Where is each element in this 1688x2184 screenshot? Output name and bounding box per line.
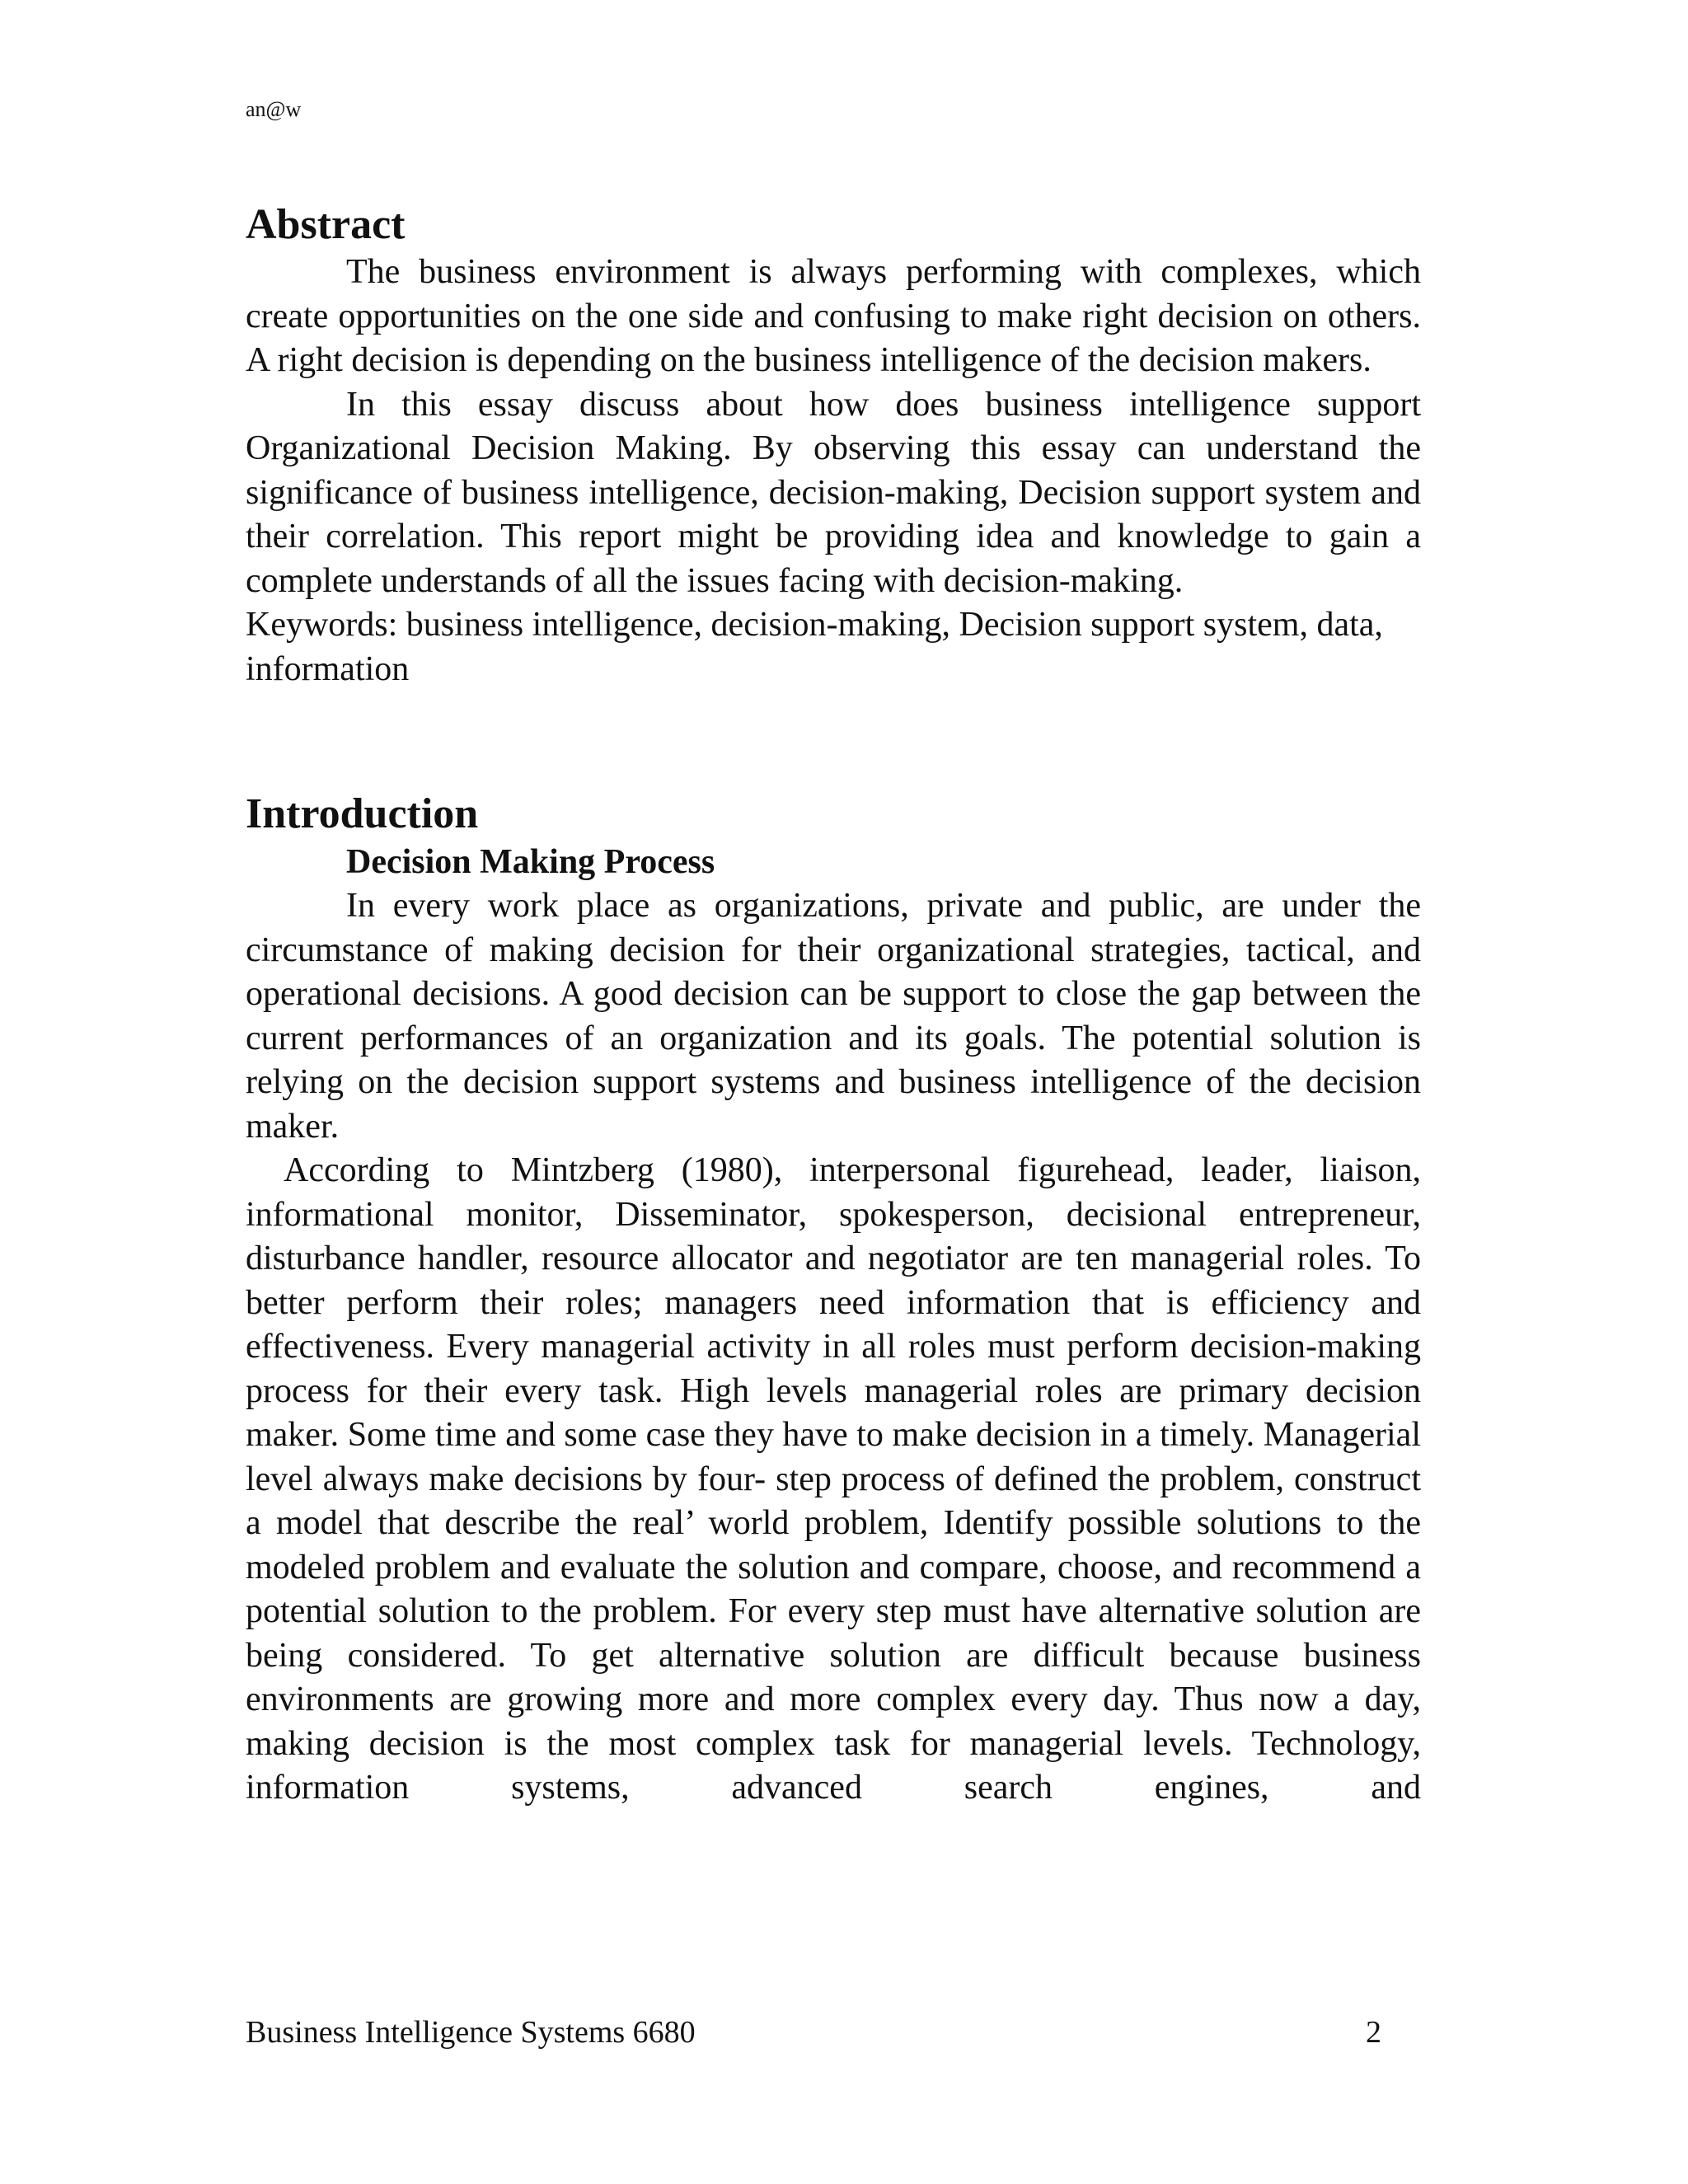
header-note: an@w: [246, 97, 302, 121]
abstract-paragraph-2: In this essay discuss about how does business intelligence support Organizational Decision Making. By observing this essay can understand the significance of business intelligence, decision-making, Decision support system and their correlation. This report might be providing idea and knowledge to gain a complete understands of all the issues facing with decision-making.: [246, 385, 1421, 600]
page-footer: [246, 2013, 1381, 2051]
introduction-section: [246, 789, 1421, 1811]
introduction-paragraph-2: According to Mintzberg (1980), interpersonal figurehead, leader, liaison, informational monitor, Disseminator, spokesperson, decisional entrepreneur, disturbance handler, resource allocator and negotiator are ten managerial roles. To better perform their roles; managers need information that is efficiency and effectiveness. Every managerial activity in all roles must perform decision-making process for their every task. High levels managerial roles are primary decision maker. Some time and some case they have to make decision in a timely. Managerial level always make decisions by four- step process of defined the problem, construct a model that describe the real’ world problem, Identify possible solutions to the modeled problem and evaluate the solution and compare, choose, and recommend a potential solution to the problem. For every step must have alternative solution are being considered. To get alternative solution are difficult because business environments are growing more and more complex every day. Thus now a day, making decision is the most complex task for managerial levels. Technology, information systems, advanced search engines, and: [246, 1151, 1421, 1807]
footer-course-title: Business Intelligence Systems 6680: [246, 2015, 696, 2050]
introduction-heading: Introduction: [246, 790, 479, 837]
introduction-paragraph-1: In every work place as organizations, private and public, are under the circumstance of making decision for their organizational strategies, tactical, and operational decisions. A good decision can be support to close the gap between the current performances of an organization and its goals. The potential solution is relying on the decision support systems and business intelligence of the decision maker.: [246, 887, 1421, 1146]
section-spacer: [246, 691, 1421, 789]
abstract-paragraph-1: The business environment is always performing with complexes, which create opportunities on the one side and confusing to make right decision on others. A right decision is depending on the business intelligence of the decision makers.: [246, 253, 1421, 379]
decision-making-subheading: Decision Making Process: [346, 843, 715, 881]
keywords-line: Keywords: business intelligence, decision-making, Decision support system, data, information: [246, 606, 1383, 688]
abstract-heading: Abstract: [246, 201, 406, 248]
abstract-section: [246, 199, 1421, 691]
document-body: [246, 199, 1421, 1811]
page-number: 2: [1366, 2015, 1381, 2050]
